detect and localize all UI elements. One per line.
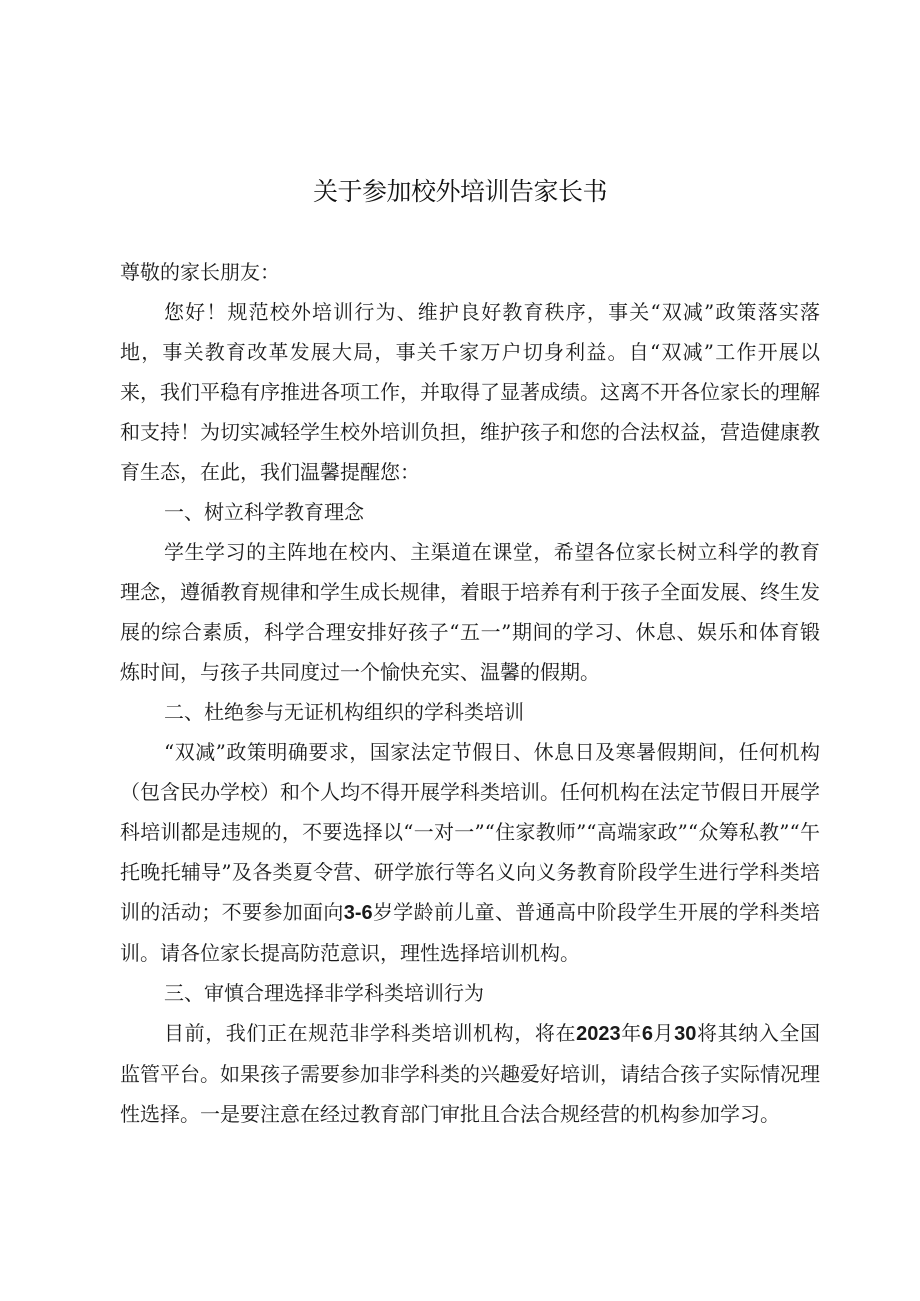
section-3-heading: 三、审慎合理选择非学科类培训行为 (164, 981, 484, 1005)
section-1-heading: 一、树立科学教育理念 (164, 500, 364, 524)
section-2-paragraph (120, 732, 820, 973)
intro-paragraph: 您好！规范校外培训行为、维护良好教育秩序，事关“双减”政策落实落地，事关教育改革发展大局，事关千家万户切身利益。自“双减”工作开展以来，我们平稳有序推进各项工作，并取得了显著成绩。这离不开各位家长的理解和支持！为切实减轻学生校外培训负担，维护孩子和您的合法权益，营造健康教育生态，在此，我们温馨提醒您： (120, 300, 820, 484)
section-2-heading: 二、杜绝参与无证机构组织的学科类培训 (164, 700, 524, 724)
section-1-paragraph: 学生学习的主阵地在校内、主渠道在课堂，希望各位家长树立科学的教育理念，遵循教育规律和学生成长规律，着眼于培养有利于孩子全面发展、终生发展的综合素质，科学合理安排好孩子“五一”期间的学习、休息、娱乐和体育锻炼时间，与孩子共同度过一个愉快充实、温馨的假期。 (120, 540, 820, 684)
salutation: 尊敬的家长朋友： (120, 260, 280, 284)
document-title: 关于参加校外培训告家长书 (312, 177, 607, 206)
document-body (120, 252, 820, 1134)
section-2-text-part2: 岁学龄前儿童、普通高中阶段学生开展的学科类培训。请各位家长提高防范意识，理性选择培训机构。 (120, 900, 821, 965)
section-3-paragraph (120, 1013, 820, 1134)
deadline-day: 30 (674, 1023, 697, 1045)
age-range: 3-6 (343, 902, 373, 924)
section-2-text-part1: “双减”政策明确要求，国家法定节假日、休息日及寒暑假期间，任何机构（包含民办学校）和个人均不得开展学科类培训。任何机构在法定节假日开展学科培训都是违规的，不要选择以“一对一”“住家教师”“高端家政”“众筹私教”“午托晚托辅导”及各类夏令营、研学旅行等名义向义务教育阶段学生进行学科类培训的活动；不要参加面向 (120, 740, 820, 924)
deadline-year: 2023 (576, 1023, 621, 1045)
year-suffix: 年 (620, 1021, 642, 1045)
deadline-month: 6 (641, 1023, 653, 1045)
section-3-text-part1: 目前，我们正在规范非学科类培训机构，将在 (164, 1021, 577, 1045)
section-3-text-part2: 将其纳入全国监管平台。如果孩子需要参加非学科类的兴趣爱好培训，请结合孩子实际情况理性选择。一是要注意在经过教育部门审批且合法合规经营的机构参加学习。 (120, 1021, 821, 1126)
month-suffix: 月 (652, 1021, 675, 1045)
